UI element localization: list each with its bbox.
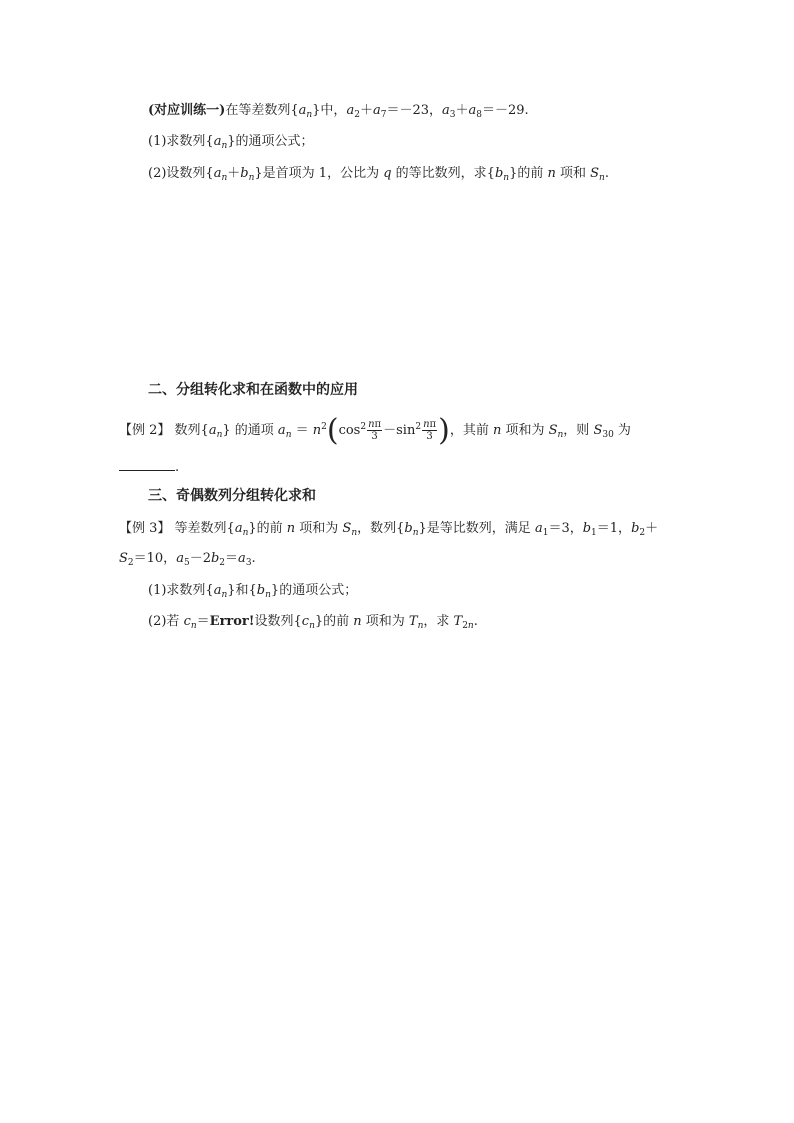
training-problem-line-1: (对应训练一)在等差数列$\{a_n\}$中，$a_2+a_7=-23$，$a_3+a_8=-29$.: [148, 103, 529, 120]
example-3-part-1: (1)求数列$\{a_n\}$和$\{b_n\}$的通项公式；: [148, 583, 358, 600]
error-text: Error!: [209, 614, 255, 629]
training-tag: (对应训练一): [148, 103, 226, 118]
section-heading-2: 二、分组转化求和在函数中的应用: [148, 382, 358, 398]
example-3-part-2: (2)若 $c_n=Error$!设数列$\{c_n\}$的前 n 项和为 $T_n$，求 $T_{2n}$.: [148, 614, 478, 631]
example-2-tag: 【例 2】: [119, 423, 171, 438]
example-2-line-2: .: [119, 458, 179, 477]
example-2-line-1: 【例 2】 数列$\{a_n\}$ 的通项 $a_n = n^2(\cos^2$ $\frac{n\pi}{3}$ $-\sin^2$ $\frac{n\pi}{3}$ )，其前 n 项和为 $S_n$，则 $S_{30}$ 为: [119, 413, 631, 448]
example-3-tag: 【例 3】: [119, 521, 171, 536]
example-3-line-1: 【例 3】 等差数列$\{a_n\}$的前 n 项和为 $S_n$，数列$\{b_n\}$是等比数列，满足 $a_1=3$，$b_1=1$，$b_2+$: [119, 521, 659, 538]
example-3-line-2: $S_2=10$，$a_5-2b_2=a_3$.: [119, 551, 256, 568]
section-heading-3: 三、奇偶数列分组转化求和: [148, 488, 316, 504]
answer-blank[interactable]: [119, 458, 175, 471]
training-part-2: (2)设数列$\{a_n+b_n\}$是首项为 1，公比为 q 的等比数列，求$\{b_n\}$的前 n 项和 $S_n$.: [148, 166, 609, 183]
training-part-1: (1)求数列$\{a_n\}$的通项公式；: [148, 134, 314, 151]
